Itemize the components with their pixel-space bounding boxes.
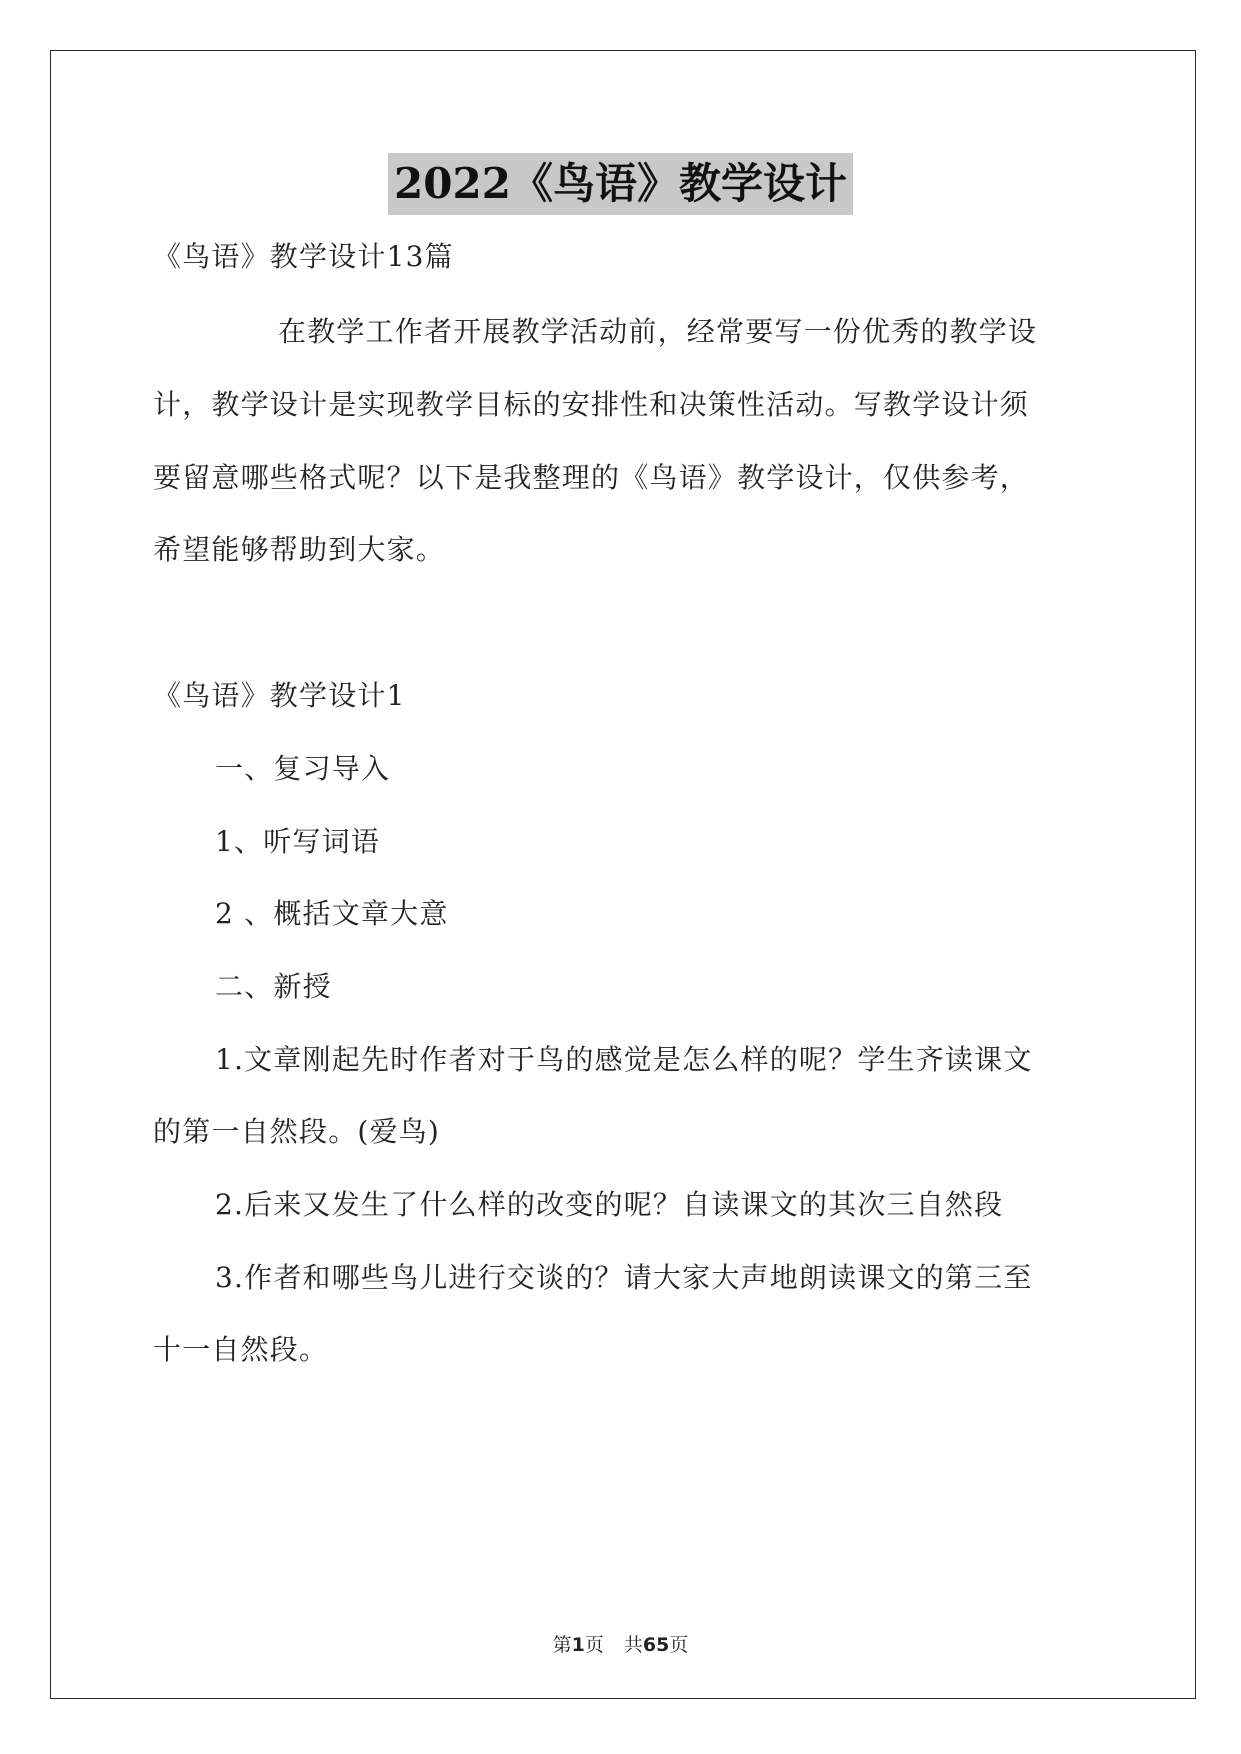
list-item: 1.文章刚起先时作者对于鸟的感觉是怎么样的呢？学生齐读课文 — [215, 1043, 1033, 1076]
list-item: 2.后来又发生了什么样的改变的呢？自读课文的其次三自然段 — [215, 1188, 1004, 1221]
list-item: 的第一自然段。(爱鸟) — [153, 1115, 441, 1148]
page-suffix: 页 — [584, 1634, 604, 1656]
section-heading: 《鸟语》教学设计1 — [153, 679, 406, 712]
total-suffix: 页 — [669, 1634, 689, 1656]
list-item: 1、听写词语 — [215, 825, 381, 858]
total-prefix: 共 — [623, 1634, 643, 1656]
page-number: 1 — [571, 1634, 585, 1656]
intro-line-3: 要留意哪些格式呢？以下是我整理的《鸟语》教学设计，仅供参考， — [153, 461, 1030, 494]
document-subtitle: 《鸟语》教学设计13篇 — [153, 240, 454, 273]
list-item: 3.作者和哪些鸟儿进行交谈的？请大家大声地朗读课文的第三至 — [215, 1261, 1033, 1294]
total-pages: 65 — [642, 1634, 670, 1656]
list-item: 2 、概括文章大意 — [215, 897, 449, 930]
list-item: 二、新授 — [215, 970, 332, 1003]
intro-line-4: 希望能够帮助到大家。 — [153, 533, 446, 566]
title-container — [0, 153, 1241, 215]
page-border — [50, 50, 1196, 1699]
list-item: 十一自然段。 — [153, 1333, 329, 1366]
page-footer — [0, 1630, 1241, 1657]
intro-line-2: 计，教学设计是实现教学目标的安排性和决策性活动。写教学设计须 — [153, 388, 1030, 421]
document-title: 2022《鸟语》教学设计 — [388, 153, 853, 215]
intro-line-1: 在教学工作者开展教学活动前，经常要写一份优秀的教学设 — [278, 315, 1038, 348]
list-item: 一、复习导入 — [215, 752, 391, 785]
page-prefix: 第 — [552, 1634, 572, 1656]
